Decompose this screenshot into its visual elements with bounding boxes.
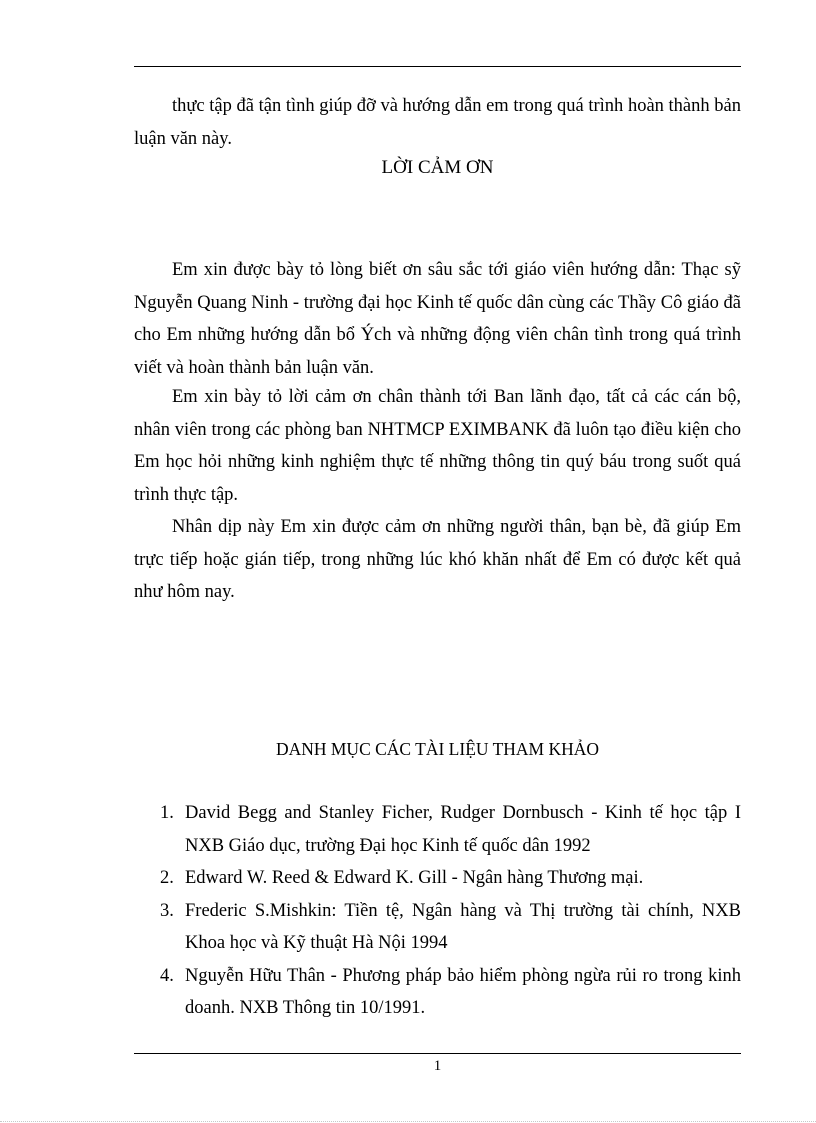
thanks-paragraph: Em xin bày tỏ lời cảm ơn chân thành tới Ban lãnh đạo, tất cả các cán bộ, nhân viên trong các phòng ban NHTMCP EXIMBANK đã luôn tạo điều kiện cho Em học hỏi những kinh nghiệm thực tế những thông tin quý báu trong suốt quá trình thực tập. (134, 387, 741, 505)
references-title: DANH MỤC CÁC TÀI LIỆU THAM KHẢO (275, 739, 600, 759)
references-list (160, 797, 741, 1025)
thanks-paragraph: Nhân dịp này Em xin được cảm ơn những người thân, bạn bè, đã giúp Em trực tiếp hoặc gián tiếp, trong những lúc khó khăn nhất để Em có được kết quả như hôm nay. (134, 517, 741, 602)
reference-text: Nguyễn Hữu Thân - Phương pháp bảo hiểm phòng ngừa rủi ro trong kinh doanh. NXB Thông tin 10/1991. (185, 965, 741, 1018)
reference-number: 2. (160, 868, 174, 888)
reference-item (160, 895, 741, 960)
thanks-title: LỜI CẢM ƠN (381, 157, 494, 178)
thanks-paragraph: Em xin được bày tỏ lòng biết ơn sâu sắc tới giáo viên hướng dẫn: Thạc sỹ Nguyễn Quang Ninh - trường đại học Kinh tế quốc dân cùng các Thầy Cô giáo đã cho Em những hướng dẫn bổ Ých và những động viên chân tình trong quá trình viết và hoàn thành bản luận văn. (134, 260, 741, 378)
reference-item (160, 960, 741, 1025)
reference-item (160, 862, 741, 895)
page-edge (0, 1121, 816, 1122)
reference-text: David Begg and Stanley Ficher, Rudger Dornbusch - Kinh tế học tập I NXB Giáo dục, trường Đại học Kinh tế quốc dân 1992 (185, 803, 741, 856)
reference-number: 3. (160, 900, 174, 921)
reference-number: 1. (160, 803, 174, 823)
reference-text: Edward W. Reed & Edward K. Gill - Ngân hàng Thương mại. (185, 868, 644, 888)
header-rule (134, 66, 741, 67)
reference-number: 4. (160, 965, 174, 986)
continuation-paragraph: thực tập đã tận tình giúp đỡ và hướng dẫn em trong quá trình hoàn thành bản luận văn này. (134, 96, 741, 149)
page-number: 1 (433, 1058, 442, 1074)
reference-text: Frederic S.Mishkin: Tiền tệ, Ngân hàng và Thị trường tài chính, NXB Khoa học và Kỹ thuật Hà Nội 1994 (185, 900, 741, 953)
reference-item (160, 797, 741, 862)
